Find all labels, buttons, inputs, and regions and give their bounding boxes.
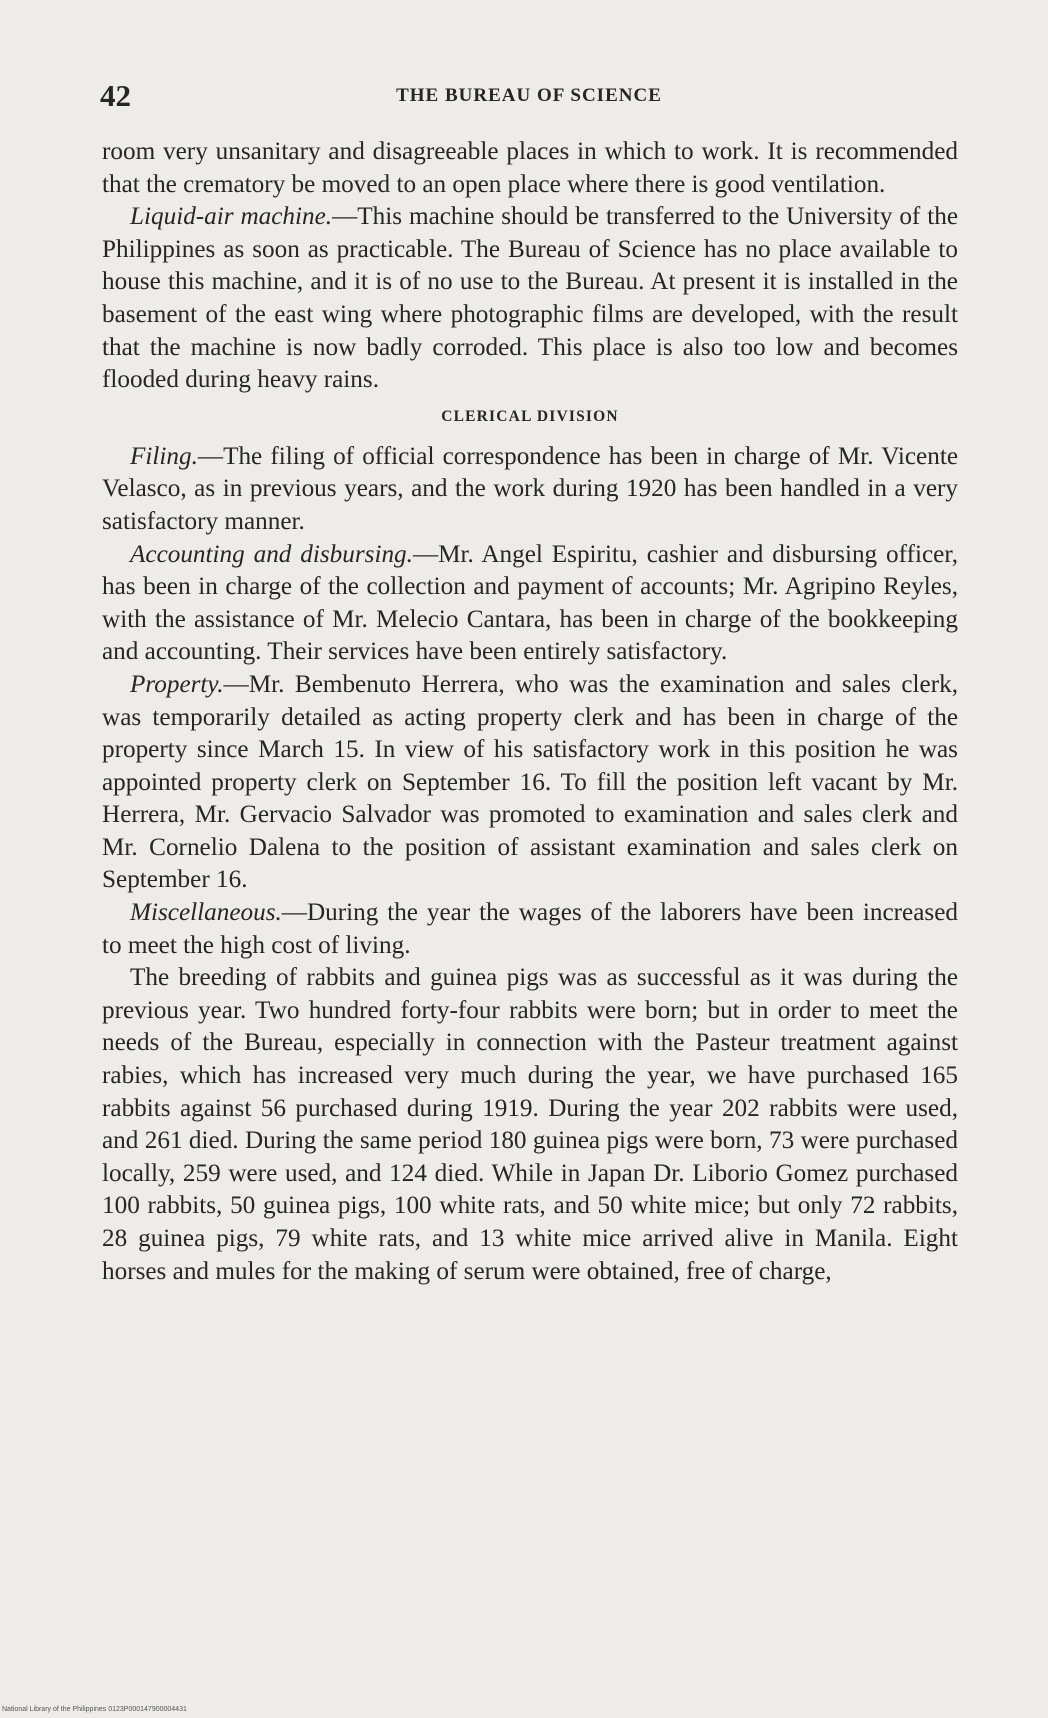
scan-footer-stamp: National Library of the Philippines 0123P000147900004431 bbox=[2, 1706, 187, 1713]
paragraph-property bbox=[102, 669, 958, 897]
paragraph-text: —During the year the wages of the laborers have been increased to meet the high cost of living. bbox=[102, 899, 958, 959]
paragraph-heading: Accounting and disbursing. bbox=[130, 540, 413, 568]
paragraph-breeding bbox=[102, 962, 958, 1288]
paragraph-heading: Miscellaneous. bbox=[130, 899, 282, 927]
paragraph-filing bbox=[102, 441, 958, 539]
section-heading: CLERICAL DIVISION bbox=[441, 407, 619, 425]
page-header bbox=[100, 78, 958, 118]
page-number: 42 bbox=[100, 78, 131, 113]
paragraph-text: —The filing of official correspondence has been in charge of Mr. Vicente Velasco, as in previous years, and the work during 1920 has been handled in a very satisfactory manner. bbox=[102, 442, 958, 535]
paragraph-heading: Liquid-air machine. bbox=[130, 203, 333, 231]
paragraph-text: The breeding of rabbits and guinea pigs was as successful as it was during the previous year. Two hundred forty-four rabbits were born; but in order to meet the needs of the Bureau, especially in connection with the Pasteur treatment against rabies, which has increased very much during the year, we have purchased 165 rabbits against 56 purchased during 1919. During the year 202 rabbits were used, and 261 died. During the same period 180 guinea pigs were born, 73 were purchased locally, 259 were used, and 124 died. While in Japan Dr. Liborio Gomez purchased 100 rabbits, 50 guinea pigs, 100 white rats, and 50 white mice; but only 72 rabbits, 28 guinea pigs, 79 white rats, and 13 white mice arrived alive in Manila. Eight horses and mules for the making of serum were obtained, free of charge, bbox=[102, 964, 958, 1285]
body-text bbox=[102, 136, 958, 1288]
paragraph-crematory bbox=[102, 136, 958, 201]
paragraph-liquid-air-machine bbox=[102, 201, 958, 397]
paragraph-text: —Mr. Angel Espiritu, cashier and disbursing officer, has been in charge of the collection and payment of accounts; Mr. Agripino Reyles, with the assistance of Mr. Melecio Cantara, has been in charge of the bookkeeping and accounting. Their services have been entirely satisfactory. bbox=[102, 540, 958, 666]
paragraph-text: —This machine should be transferred to the University of the Philippines as soon as practicable. The Bureau of Science has no place available to house this machine, and it is of no use to the Bureau. At present it is installed in the basement of the east wing where photographic films are developed, with the result that the machine is now badly corroded. This place is also too low and becomes flooded during heavy rains. bbox=[102, 203, 958, 394]
paragraph-accounting bbox=[102, 539, 958, 669]
paragraph-text: —Mr. Bembenuto Herrera, who was the examination and sales clerk, was temporarily detailed as acting property clerk and has been in charge of the property since March 15. In view of his satisfactory work in this position he was appointed property clerk on September 16. To fill the position left vacant by Mr. Herrera, Mr. Gervacio Salvador was promoted to examination and sales clerk and Mr. Cornelio Dalena to the position of assistant examination and sales clerk on September 16. bbox=[102, 670, 958, 894]
paragraph-text: room very unsanitary and disagreeable places in which to work. It is recommended that the crematory be moved to an open place where there is good ventilation. bbox=[102, 138, 958, 198]
paragraph-miscellaneous bbox=[102, 897, 958, 962]
paragraph-heading: Filing. bbox=[130, 442, 198, 470]
running-title: THE BUREAU OF SCIENCE bbox=[396, 85, 662, 106]
paragraph-heading: Property. bbox=[130, 670, 224, 698]
